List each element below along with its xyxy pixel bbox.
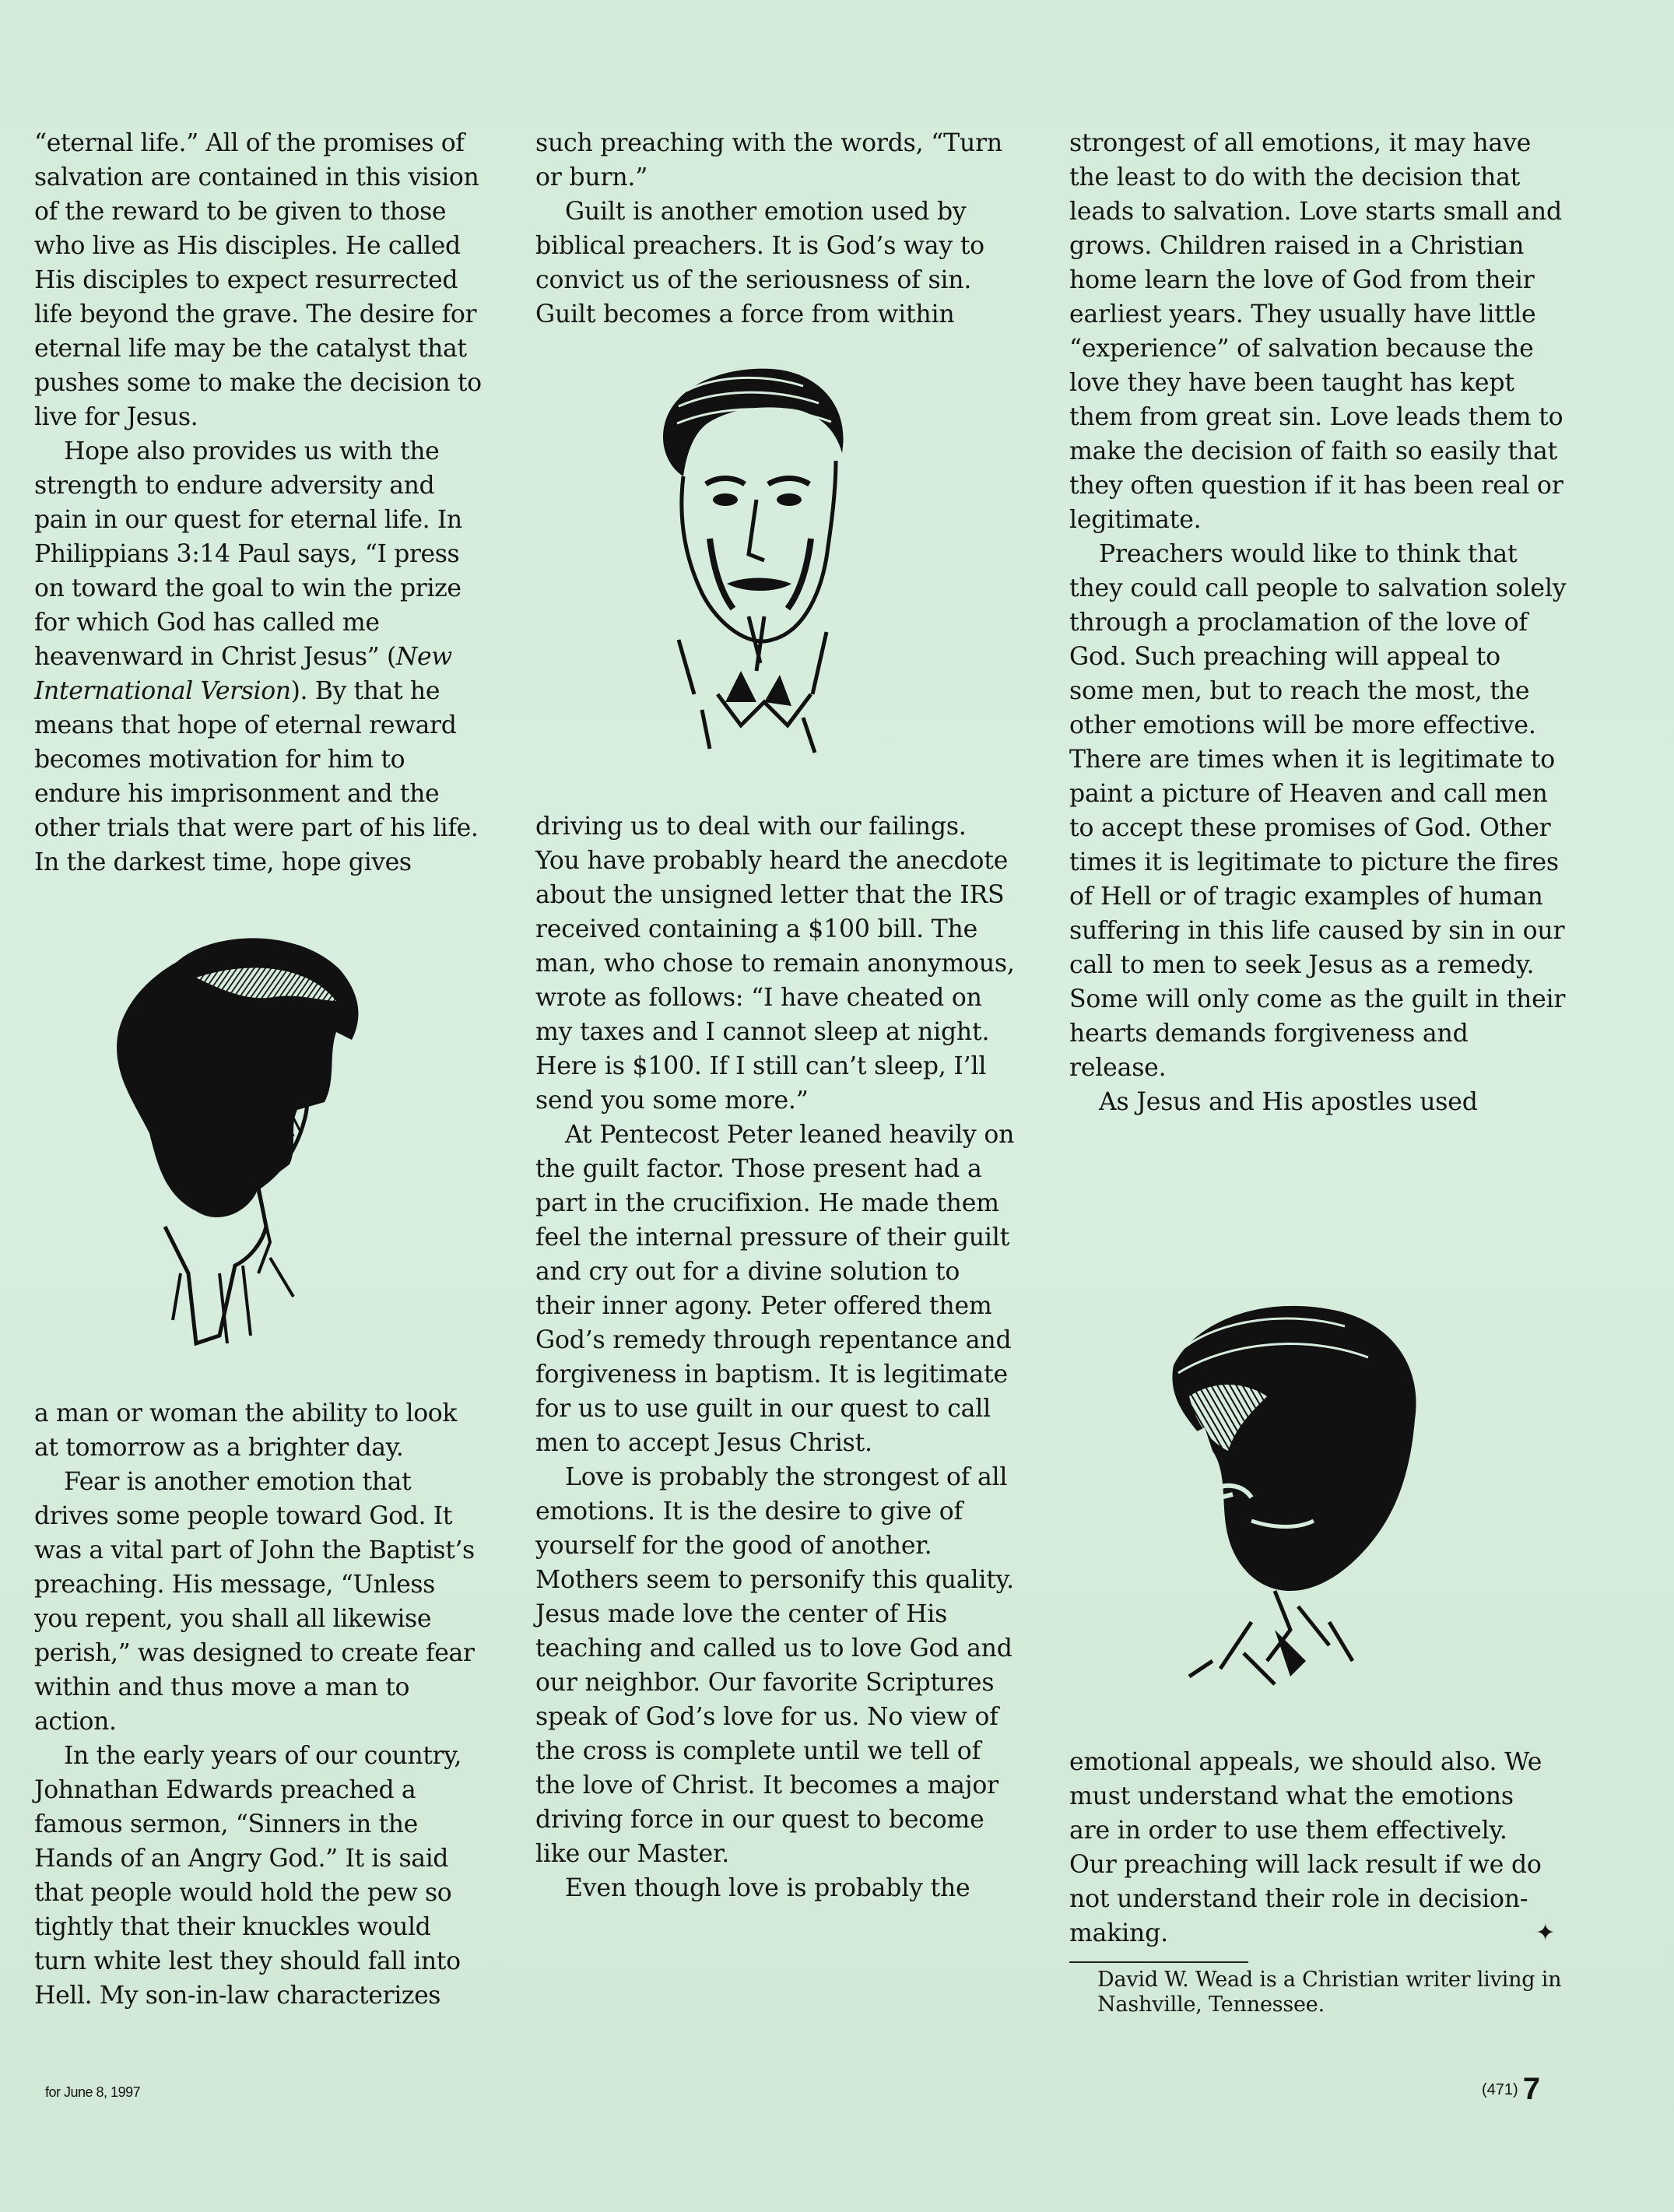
author-byline: David W. Wead is a Christian writer living in Nashville, Tennessee. (1097, 1968, 1562, 2017)
column-1-bottom-block (34, 1396, 486, 2013)
portrait-illustration-right (1158, 1295, 1438, 1700)
paragraph: Fear is another emotion that drives some people toward God. It was a vital part of John the Baptist’s preaching. His message, “Unless you repent, you shall all likewise perish,” was designed to create fear within and thus move a man to action. (34, 1468, 475, 1736)
column-2-bottom-block (535, 809, 1018, 1905)
paragraph: Even though love is probably the (565, 1874, 970, 1902)
paragraph: such preaching with the words, “Turn or burn.” (535, 129, 1002, 191)
byline-rule (1069, 1961, 1248, 1963)
paragraph: Love is probably the strongest of all emotions. It is the desire to give of yourself for the good of another. Mothers seem to personify this quality. Jesus made love the center of His teaching and called us to love God and our neighbor. Our favorite Scriptures speak of God’s love for us. No view of the cross is complete until we tell of the love of Christ. It becomes a major driving force in our quest to become like our Master. (535, 1463, 1014, 1868)
end-mark-icon: ✦ (1535, 1919, 1555, 1947)
footer-page-code: (471) (1482, 2081, 1518, 2098)
paragraph: a man or woman the ability to look at tomorrow as a brighter day. (34, 1399, 458, 1462)
paragraph: driving us to deal with our failings. You have probably heard the anecdote about the unsigned letter that the IRS received containing a $100 bill. The man, who chose to remain anonymous, wrote as follows: “I have cheated on my taxes and I cannot sleep at night. Here is $100. If I still can’t sleep, I’ll send you some more.” (535, 813, 1015, 1115)
column-2-top-block (535, 126, 1018, 332)
column-1-top-block (34, 126, 486, 880)
column-3-top-block (1069, 126, 1567, 1119)
column-3-bottom-block (1069, 1745, 1556, 1950)
paragraph: strongest of all emotions, it may have the least to do with the decision that leads to salvation. Love starts small and grows. Children raised in a Christian home learn the love of God from their earliest years. They usually have little “experience” of salvation because the love they have been taught has kept them from great sin. Love leads them to make the decision of faith so easily that they often question if it has been real or legitimate. (1069, 129, 1563, 534)
paragraph: “eternal life.” All of the promises of salvation are contained in this vision of the reward to be given to those who live as His disciples. He called His disciples to expect resurrected life beyond the grave. The desire for eternal life may be the catalyst that pushes some to make the decision to live for Jesus. (34, 129, 482, 431)
page-number: 7 (1522, 2072, 1540, 2106)
footer-issue-date: for June 8, 1997 (45, 2084, 141, 2100)
portrait-illustration-middle (632, 360, 865, 764)
paragraph: At Pentecost Peter leaned heavily on the guilt factor. Those present had a part in the crucifixion. He made them feel the internal pressure of their guilt and cry out for a divine solution to their inner agony. Peter offered them God’s remedy through repentance and forgiveness in baptism. It is legitimate for us to use guilt in our quest to call men to accept Jesus Christ. (535, 1121, 1015, 1457)
portrait-illustration-left (103, 931, 383, 1351)
footer-page-number (1482, 2072, 1540, 2107)
paragraph: Preachers would like to think that they could call people to salvation solely through a proclamation of the love of God. Such preaching will appeal to some men, but to reach the most, the other emotions will be more effective. There are times when it is legitimate to paint a picture of Heaven and call men to accept these promises of God. Other times it is legitimate to picture the fires of Hell or of tragic examples of human suffering in this life caused by sin in our call to men to seek Jesus as a remedy. Some will only come as the guilt in their hearts demands forgiveness and release. (1069, 540, 1567, 1082)
paragraph: emotional appeals, we should also. We must understand what the emotions are in order to use them effectively. Our preaching will lack result if we do not understand their role in decision-making. ✦ (1069, 1745, 1556, 1950)
paragraph: In the early years of our country, Johnathan Edwards preached a famous sermon, “Sinners in the Hands of an Angry God.” It is said that people would hold the pew so tightly that their knuckles would turn white lest they should fall into Hell. My son-in-law characterizes (34, 1742, 462, 2010)
paragraph: Guilt is another emotion used by biblical preachers. It is God’s way to convict us of the seriousness of sin. Guilt becomes a force from within (535, 198, 984, 328)
paragraph: As Jesus and His apostles used (1099, 1088, 1478, 1116)
paragraph: Hope also provides us with the strength to endure adversity and pain in our quest for eternal life. In Philippians 3:14 Paul says, “I press on toward the goal to win the prize for which God has called me heavenward in Christ Jesus” (New International Version). By that he means that hope of eternal reward becomes motivation for him to endure his imprisonment and the other trials that were part of his life. In the darkest time, hope gives (34, 437, 479, 876)
